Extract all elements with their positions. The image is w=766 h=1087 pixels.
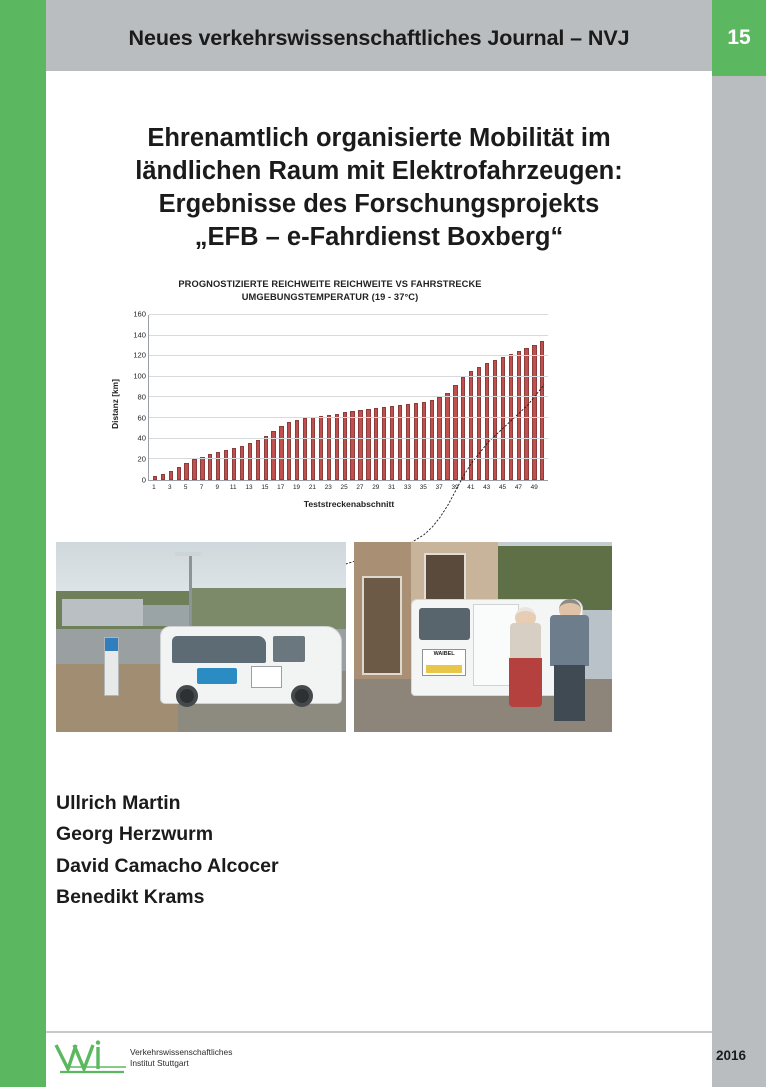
chart-x-axis-ticks [148,484,548,491]
chart-gridline [133,371,548,381]
chart-x-tick-label: 1 [152,483,156,491]
photo-passengers-with-van [354,542,612,732]
chart-x-tick-label [411,484,419,491]
title-line-3: Ergebnisse des Forschungsprojekts [158,190,600,219]
photo2-house-door [362,576,402,675]
chart-x-tick-label [459,484,467,491]
chart-x-tick-label [396,484,404,491]
photo2-person-driver [550,599,589,721]
title-line-1: Ehrenamtlich organisierte Mobilität im [147,124,611,152]
chart-y-tick-label: 0 [141,475,146,485]
title-line-4: „EFB – e-Fahrdienst Boxberg“ [194,223,564,252]
chart-y-tick-label: 140 [133,330,146,340]
chart-gridline [133,350,548,360]
publication-year: 2016 [715,1048,747,1063]
chart-y-axis-label: Distanz [km] [110,379,120,429]
chart-x-tick-label [332,484,340,491]
chart-x-tick-label [364,484,372,491]
chart-x-tick-label [316,484,324,491]
chart-x-tick-label [538,484,546,491]
chart-x-axis-label: Teststreckenabschnitt [303,498,395,509]
photo1-van-enbw-logo [197,668,237,685]
chart-gridline [137,454,548,464]
chart-x-tick-label [491,484,499,491]
chart-subtitle: UMGEBUNGSTEMPERATUR (19 - 37°C) [241,292,419,303]
chart-y-tick-label: 100 [133,371,146,381]
chart-x-tick-label: 23 [324,483,332,491]
author-name: Georg Herzwurm [56,823,214,846]
chart-gridline [141,475,548,485]
photo2-person-a-torso [510,623,541,660]
range-chart-figure [110,278,550,528]
vwi-logo-icon [54,1039,128,1075]
institute-name [130,1047,232,1070]
photo1-building-2 [143,605,189,626]
photo2-person-elderly-woman [509,607,543,717]
page-title [74,122,684,255]
chart-plot-wrapper [124,311,550,511]
issue-number-badge: 15 [712,0,766,76]
chart-y-tick-label: 80 [137,392,146,402]
chart-x-tick-label: 15 [261,483,269,491]
header-white-rule [46,71,712,76]
photo1-van-front-wheel [176,685,198,707]
photo2-van-window [419,608,470,640]
chart-x-tick-label: 43 [483,483,491,491]
chart-body [110,311,550,511]
chart-title [110,278,550,305]
photo1-charging-station-header [105,638,118,651]
photo1-building [62,599,143,626]
chart-y-tick-label: 40 [137,433,146,443]
chart-y-tick-label: 20 [137,454,146,464]
chart-gridline [137,413,548,423]
chart-x-tick-label: 41 [467,483,475,491]
left-green-band [0,0,46,1087]
chart-x-tick-label: 7 [199,483,204,491]
title-line-2: ländlichen Raum mit Elektrofahrzeugen: [135,157,623,186]
chart-gridline [133,330,548,340]
chart-x-tick-label: 3 [168,483,172,491]
chart-x-tick-label [443,484,451,491]
chart-x-tick-label: 25 [340,483,348,491]
chart-y-tick-label: 60 [137,413,146,423]
photo1-lamp-head [175,552,201,556]
chart-gridline [133,309,548,319]
journal-header [46,0,712,76]
chart-x-tick-label [475,484,483,491]
chart-x-tick-label [269,484,277,491]
chart-plot-area [133,309,548,485]
chart-x-tick-label [522,484,530,491]
photo1-charging-station [104,637,119,696]
author-name: Benedikt Krams [56,886,205,909]
photo2-van-sign-strip [426,665,462,673]
right-grey-band [712,0,766,1087]
chart-x-tick-label: 13 [245,483,253,491]
journal-title: Neues verkehrswissenschaftliches Journal – NVJ [128,25,630,50]
chart-x-tick-label: 47 [514,483,522,491]
chart-x-tick-label: 45 [498,483,507,491]
photo1-electric-van [160,626,342,704]
chart-x-tick-label [253,484,261,491]
chart-x-tick-label: 27 [356,483,364,491]
chart-gridline [137,392,548,402]
chart-x-tick-label [190,484,198,491]
chart-y-tick-label: 160 [133,309,146,319]
chart-x-tick-label [506,484,514,491]
chart-gridline [137,433,548,443]
chart-x-tick-label: 37 [435,483,443,491]
photo1-van-side-sign [251,666,282,688]
institute-line-2: Institut Stuttgart [130,1058,189,1069]
chart-x-tick-label: 17 [277,483,285,491]
photo-van-at-charging-station [56,542,346,732]
chart-x-tick-label [285,484,293,491]
chart-x-tick-label: 19 [293,483,301,491]
chart-x-tick-label: 33 [403,483,412,491]
photo-row [56,542,612,732]
author-name: Ullrich Martin [56,792,181,814]
photo2-person-b-legs [554,665,585,721]
chart-x-tick-label [158,484,166,491]
chart-x-tick-label: 39 [451,483,459,491]
institute-line-1: Verkehrswissenschaftliches [130,1047,233,1057]
chart-x-tick-label [427,484,435,491]
chart-x-tick-label: 5 [183,483,188,491]
photo1-van-windshield [172,636,265,663]
chart-x-tick-label [348,484,356,491]
photo1-van-rear-wheel [291,685,313,707]
author-list [56,792,456,918]
photo2-person-a-skirt [509,658,543,706]
chart-x-tick-label: 11 [229,483,237,491]
photo2-van-company-sign: WAIBEL [422,649,466,676]
chart-x-tick-label [221,484,229,491]
photo2-person-b-torso [550,615,589,666]
chart-x-tick-label [205,484,213,491]
author-name: David Camacho Alcocer [56,854,279,877]
chart-x-tick-label [380,484,388,491]
chart-x-tick-label: 35 [419,483,427,491]
chart-x-tick-label: 21 [308,483,316,491]
chart-y-tick-label: 120 [133,350,146,360]
chart-x-tick-label: 31 [388,483,396,491]
footer-divider [46,1031,712,1033]
chart-x-tick-label [301,484,309,491]
photo1-van-side-window [273,636,305,662]
chart-x-tick-label [174,484,182,491]
chart-title-main: PROGNOSTIZIERTE REICHWEITE REICHWEITE VS FAHRSTRECKE [178,279,482,289]
chart-x-tick-label [237,484,245,491]
chart-x-tick-label: 29 [372,483,380,491]
chart-x-tick-label: 9 [215,483,220,491]
chart-x-tick-label: 49 [530,483,538,491]
institute-logo [54,1037,284,1081]
